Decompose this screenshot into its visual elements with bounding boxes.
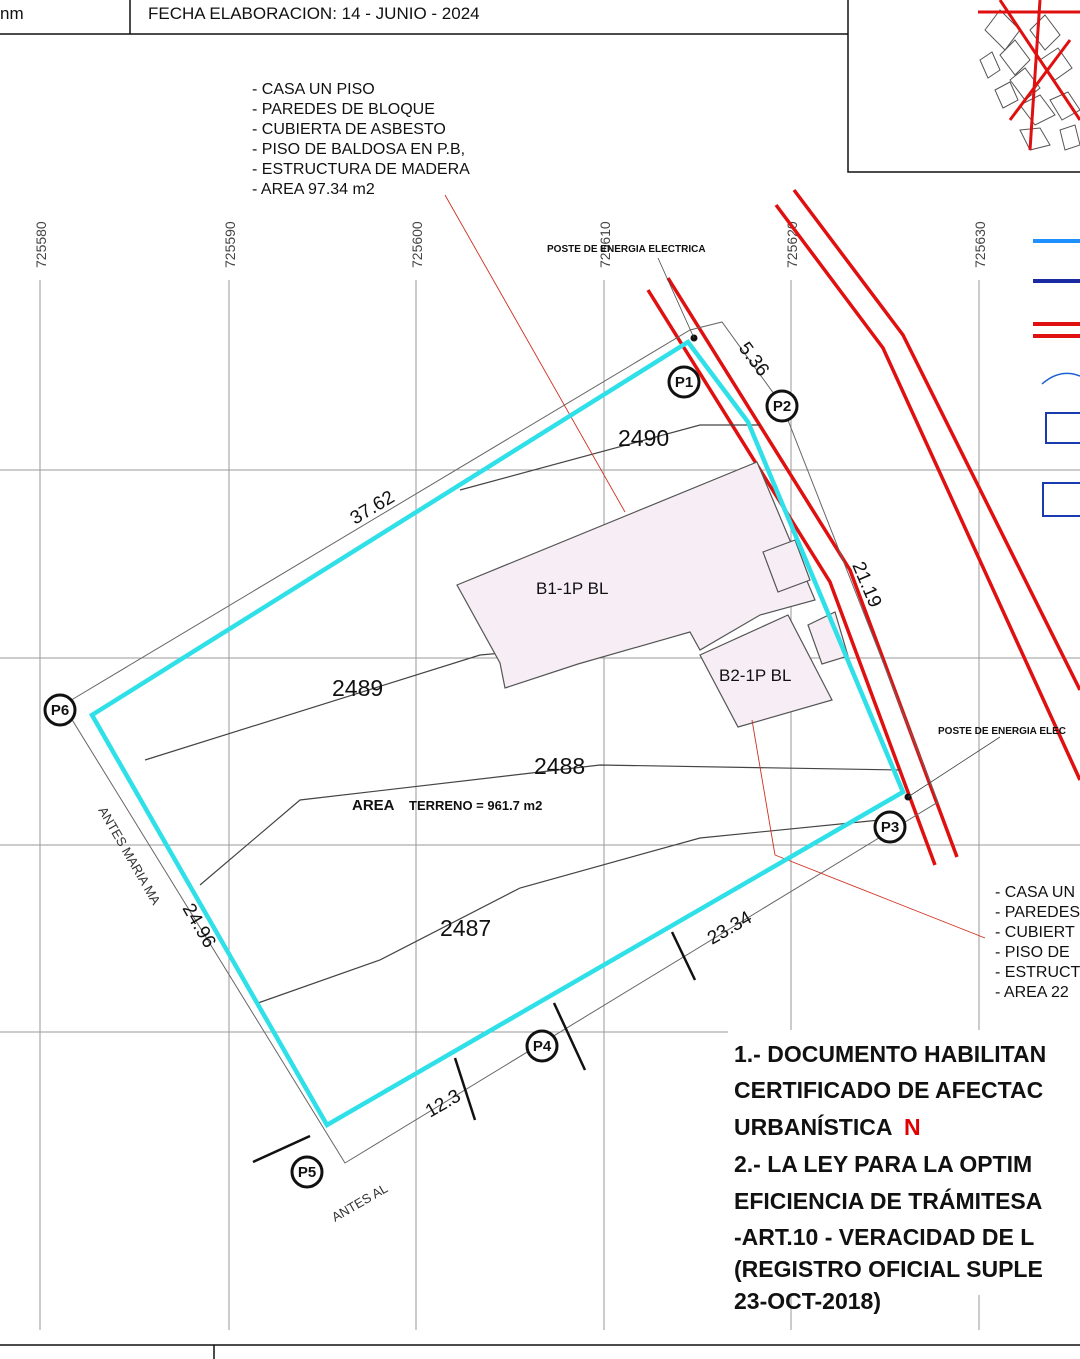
legend-box-b <box>1043 483 1080 516</box>
bottom-frame <box>0 1345 1080 1359</box>
note-line: - CUBIERTA DE ASBESTO <box>252 121 446 138</box>
legal-line: (REGISTRO OFICIAL SUPLE <box>734 1256 1043 1282</box>
units-fragment: nm <box>0 4 24 23</box>
contour-label: 2488 <box>534 753 586 779</box>
legend-swatches <box>1033 241 1080 516</box>
svg-text:P3: P3 <box>880 819 900 836</box>
area-title: AREA <box>352 797 395 814</box>
legend-box-a <box>1046 413 1080 443</box>
legend-contour-curve <box>1042 373 1080 384</box>
point-marker-p2 <box>767 391 797 421</box>
note-line: - PISO DE BALDOSA EN P.B, <box>252 141 466 158</box>
contour-label: 2487 <box>440 915 492 941</box>
note-line: - CASA UN PISO <box>252 81 375 98</box>
svg-text:P5: P5 <box>297 1164 317 1181</box>
legal-line: -ART.10 - VERACIDAD DE L <box>734 1224 1035 1250</box>
note-line: - PAREDES DE BLOQUE <box>252 101 435 118</box>
dimension-p1-p2: 5.36 <box>734 338 774 381</box>
legal-line: 1.- DOCUMENTO HABILITAN <box>734 1041 1047 1067</box>
dimension-p6-p1: 37.62 <box>346 486 399 530</box>
grid-label: 725600 <box>409 221 425 268</box>
dimension-p2-p3: 21.19 <box>847 558 886 611</box>
street-name-west: ANTES MARIA MA <box>95 804 164 908</box>
note-line: - AREA 22 <box>995 984 1069 1001</box>
location-map-inset <box>848 0 1080 172</box>
legal-line: EFICIENCIA DE TRÁMITESA <box>734 1188 1043 1214</box>
grid-label: 725580 <box>33 221 49 268</box>
note-line: - AREA 97.34 m2 <box>252 181 375 198</box>
legal-line: 2.- LA LEY PARA LA OPTIM <box>734 1151 1033 1177</box>
note-line: - ESTRUCT <box>995 964 1080 981</box>
note-line: - PAREDES <box>995 904 1080 921</box>
date-label: FECHA ELABORACION: 14 - JUNIO - 2024 <box>148 4 480 23</box>
point-marker-p5 <box>292 1157 322 1187</box>
svg-text:P6: P6 <box>50 702 70 719</box>
legal-line: URBANÍSTICA N <box>734 1114 921 1140</box>
building-b1-label: B1-1P BL <box>536 579 609 598</box>
svg-text:P4: P4 <box>532 1038 552 1055</box>
point-marker-p4 <box>527 1031 557 1061</box>
svg-text:P2: P2 <box>772 398 792 415</box>
grid-label: 725610 <box>597 221 613 268</box>
note-line: - CUBIERT <box>995 924 1075 941</box>
street-name-south: ANTES AL <box>329 1180 391 1225</box>
pole-1-label: POSTE DE ENERGIA ELECTRICA <box>547 244 706 255</box>
dimension-p5-p6: 24.96 <box>177 900 220 952</box>
svg-text:P1: P1 <box>674 374 694 391</box>
note-line: - PISO DE <box>995 944 1070 961</box>
notes-house-2 <box>995 884 1080 1001</box>
grid-label: 725620 <box>784 221 800 268</box>
frontage-ticks <box>253 932 695 1162</box>
note-line: - CASA UN <box>995 884 1076 901</box>
contour-label: 2490 <box>618 425 670 451</box>
legal-line: 23-OCT-2018) <box>734 1288 882 1314</box>
contour-label: 2489 <box>332 675 384 701</box>
pole-2-label: POSTE DE ENERGIA ELEC <box>938 726 1066 737</box>
point-marker-p6 <box>45 695 75 725</box>
land-area-label <box>352 797 542 814</box>
grid-label: 725590 <box>222 221 238 268</box>
legal-line: CERTIFICADO DE AFECTAC <box>734 1077 1044 1103</box>
point-marker-p1 <box>669 367 699 397</box>
title-block <box>0 0 848 34</box>
grid-labels <box>33 221 988 268</box>
grid-label: 725630 <box>972 221 988 268</box>
building-b2-label: B2-1P BL <box>719 666 792 685</box>
dimension-p4-p5: 12.3 <box>422 1085 465 1123</box>
note-line: - ESTRUCTURA DE MADERA <box>252 161 470 178</box>
point-marker-p3 <box>875 812 905 842</box>
legal-notes <box>728 1030 1080 1314</box>
area-value: TERRENO = 961.7 m2 <box>409 798 543 813</box>
notes-house-1 <box>252 81 470 198</box>
dimension-p3-p4: 23.34 <box>704 907 756 950</box>
